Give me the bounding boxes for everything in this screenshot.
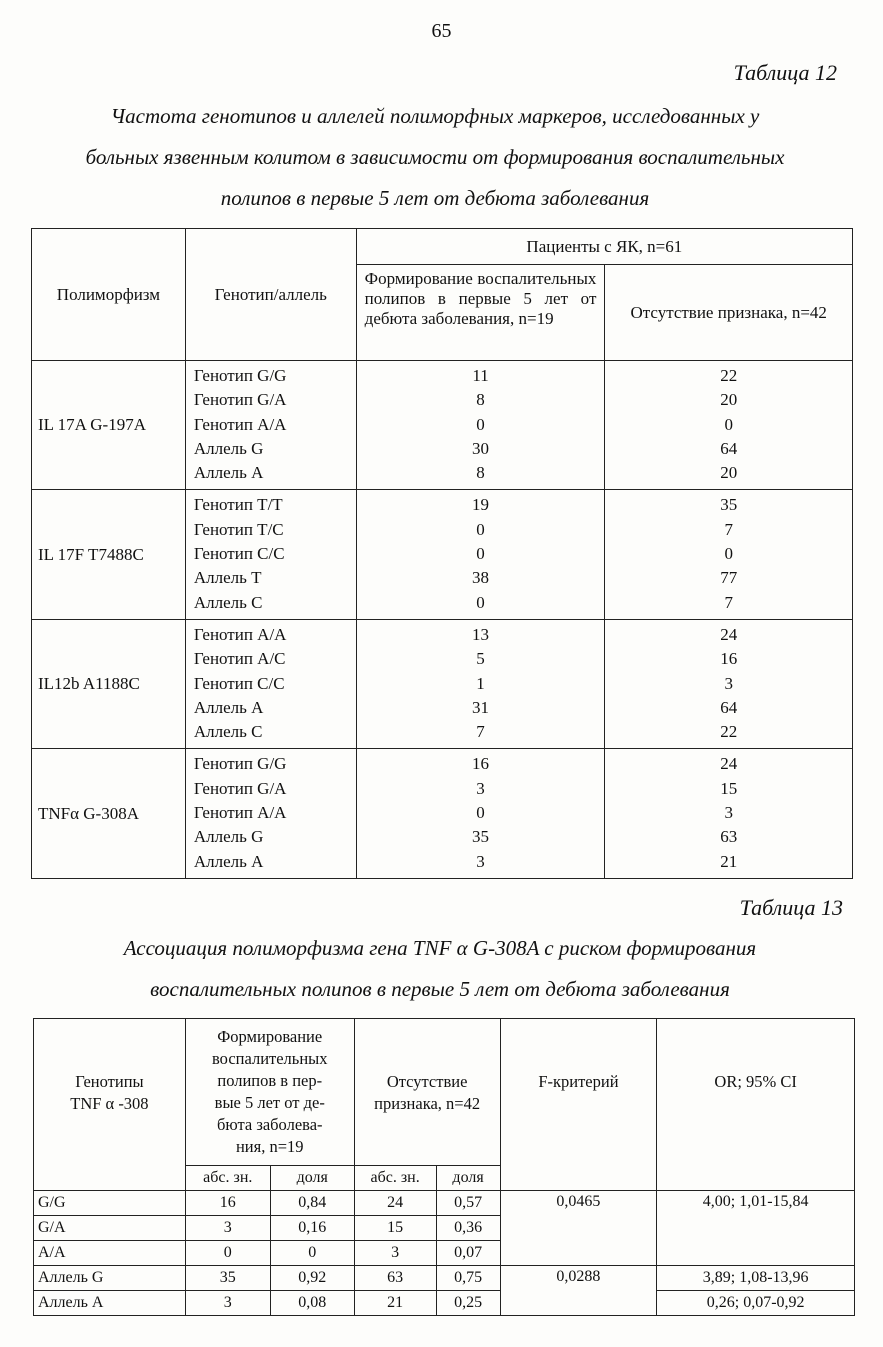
formation-value: 8 — [476, 390, 485, 410]
genotype-label: Аллель A — [193, 463, 264, 483]
subheader-share: доля — [436, 1166, 500, 1191]
absence-value: 3 — [724, 803, 733, 823]
header-formation-line: полипов в пер- — [217, 1071, 323, 1090]
absence-value: 7 — [724, 519, 733, 539]
table-row-group — [32, 490, 853, 619]
cell: 0 — [270, 1241, 354, 1266]
formation-value: 13 — [472, 624, 490, 644]
subheader-abs: абс. зн. — [354, 1166, 436, 1191]
table12 — [31, 228, 853, 879]
row-label: Аллель A — [34, 1291, 186, 1316]
table13-title — [30, 928, 850, 1010]
cell: 0,92 — [270, 1266, 354, 1291]
cell-or-allele-a: 0,26; 0,07-0,92 — [657, 1291, 855, 1316]
table12-title-line: полипов в первые 5 лет от дебюта заболевания — [220, 186, 650, 210]
table-row — [34, 1291, 855, 1316]
absence-value: 24 — [720, 624, 738, 644]
cell: 15 — [354, 1216, 436, 1241]
absence-value-column — [605, 361, 853, 490]
genotype-label: Генотип T/C — [193, 519, 284, 539]
absence-value: 7 — [724, 592, 733, 612]
absence-value: 35 — [720, 495, 738, 515]
row-label: A/A — [34, 1241, 186, 1266]
cell: 0 — [185, 1241, 270, 1266]
absence-value: 20 — [720, 390, 738, 410]
cell: 0,36 — [436, 1216, 500, 1241]
absence-value: 24 — [720, 754, 738, 774]
formation-value: 35 — [472, 827, 490, 847]
cell: 0,07 — [436, 1241, 500, 1266]
table12-title-line: Частота генотипов и аллелей полиморфных маркеров, исследованных у — [110, 104, 760, 128]
cell: 0,84 — [270, 1191, 354, 1216]
formation-value: 7 — [476, 722, 485, 742]
genotype-label: Генотип A/A — [193, 624, 287, 644]
header-patients: Пациенты с ЯК, n=61 — [356, 229, 852, 265]
genotype-label: Генотип G/G — [193, 754, 287, 774]
header-formation-line: бюта заболева- — [216, 1115, 323, 1134]
row-label: G/G — [34, 1191, 186, 1216]
cell: 0,25 — [436, 1291, 500, 1316]
header-or-ci: OR; 95% CI — [657, 1019, 855, 1191]
formation-value: 0 — [476, 519, 485, 539]
cell: 0,57 — [436, 1191, 500, 1216]
genotype-label: Аллель A — [193, 851, 264, 871]
subheader-abs: абс. зн. — [185, 1166, 270, 1191]
absence-value: 0 — [724, 544, 733, 564]
cell: 0,75 — [436, 1266, 500, 1291]
header-formation-line: Формирование — [217, 1027, 323, 1046]
absence-value: 15 — [720, 778, 738, 798]
genotype-label-column — [185, 361, 356, 490]
table12-label: Таблица 12 — [733, 60, 837, 85]
genotype-label: Генотип G/A — [193, 390, 287, 410]
subheader-share: доля — [270, 1166, 354, 1191]
formation-value: 3 — [476, 851, 485, 871]
formation-value-column — [356, 361, 605, 490]
cell: 63 — [354, 1266, 436, 1291]
genotype-label: Генотип C/C — [193, 673, 285, 693]
header-formation-line: вые 5 лет от де- — [214, 1093, 325, 1112]
cell: 24 — [354, 1191, 436, 1216]
genotype-label: Аллель C — [193, 592, 263, 612]
absence-value: 22 — [720, 722, 738, 742]
absence-value: 20 — [720, 463, 738, 483]
table12-title — [30, 96, 840, 219]
page-number: 65 — [431, 20, 452, 42]
header-genotypes-line: TNF α -308 — [70, 1094, 149, 1113]
formation-value: 1 — [476, 673, 485, 693]
cell: 3 — [354, 1241, 436, 1266]
cell-or-genotypes: 4,00; 1,01-15,84 — [657, 1191, 855, 1266]
cell: 3 — [185, 1291, 270, 1316]
formation-value: 0 — [476, 592, 485, 612]
cell-or-allele-g: 3,89; 1,08-13,96 — [657, 1266, 855, 1291]
genotype-label: Аллель T — [193, 568, 262, 588]
formation-value-column — [356, 490, 605, 619]
genotype-label: Генотип T/T — [193, 495, 283, 515]
formation-value: 19 — [472, 495, 490, 515]
genotype-label-column — [185, 749, 356, 878]
cell: 3 — [185, 1216, 270, 1241]
absence-value: 21 — [720, 851, 738, 871]
genotype-label: Аллель A — [193, 697, 264, 717]
header-genotype: Генотип/аллель — [185, 229, 356, 361]
genotype-label: Генотип C/C — [193, 544, 285, 564]
formation-value: 3 — [476, 778, 485, 798]
row-label: G/A — [34, 1216, 186, 1241]
absence-value: 64 — [720, 697, 738, 717]
absence-value-column — [605, 619, 853, 748]
genotype-label-column — [185, 490, 356, 619]
genotype-label-column — [185, 619, 356, 748]
cell: 0,16 — [270, 1216, 354, 1241]
formation-value-column — [356, 619, 605, 748]
formation-value: 11 — [472, 366, 489, 385]
header-formation-line: воспалительных — [212, 1049, 328, 1068]
formation-value: 8 — [476, 463, 485, 483]
genotype-label: Генотип G/A — [193, 778, 287, 798]
cell: 16 — [185, 1191, 270, 1216]
formation-value: 31 — [472, 697, 490, 717]
table-row-group — [32, 749, 853, 878]
cell: 0,08 — [270, 1291, 354, 1316]
header-formation — [185, 1019, 354, 1166]
absence-value: 63 — [720, 827, 738, 847]
polymorphism-name: IL 17F T7488C — [32, 490, 186, 619]
header-absence — [354, 1019, 500, 1166]
cell-f-genotypes: 0,0465 — [500, 1191, 657, 1266]
absence-value: 16 — [720, 649, 738, 669]
genotype-label: Генотип A/C — [193, 649, 286, 669]
header-genotypes-line: Генотипы — [75, 1072, 144, 1091]
row-label: Аллель G — [34, 1266, 186, 1291]
formation-value: 0 — [476, 414, 485, 434]
table-row — [34, 1266, 855, 1291]
header-formation-line: ния, n=19 — [235, 1137, 304, 1156]
genotype-label: Генотип A/A — [193, 414, 287, 434]
table-row — [34, 1191, 855, 1216]
absence-value: 64 — [720, 438, 738, 458]
table-row-group — [32, 361, 853, 490]
table12-title-line: больных язвенным колитом в зависимости от формирования воспалительных — [85, 145, 785, 169]
absence-value: 22 — [720, 366, 738, 385]
header-polymorphism: Полиморфизм — [32, 229, 186, 361]
absence-value-column — [605, 490, 853, 619]
formation-value: 5 — [476, 649, 485, 669]
absence-value-column — [605, 749, 853, 878]
genotype-label: Аллель G — [193, 438, 264, 458]
cell: 21 — [354, 1291, 436, 1316]
header-absence-line: Отсутствие — [386, 1072, 468, 1091]
header-f-criterion: F-критерий — [500, 1019, 657, 1191]
genotype-label: Генотип A/A — [193, 803, 287, 823]
header-absence-line: признака, n=42 — [374, 1094, 481, 1113]
genotype-label: Генотип G/G — [193, 366, 287, 385]
table13-title-line: воспалительных полипов в первые 5 лет от дебюта заболевания — [150, 977, 730, 1001]
formation-value-column — [356, 749, 605, 878]
polymorphism-name: TNFα G-308A — [32, 749, 186, 878]
formation-value: 0 — [476, 803, 485, 823]
header-genotypes — [34, 1019, 186, 1191]
genotype-label: Аллель C — [193, 722, 263, 742]
formation-value: 38 — [472, 568, 490, 588]
table13 — [33, 1018, 855, 1316]
formation-value: 0 — [476, 544, 485, 564]
absence-value: 77 — [720, 568, 738, 588]
formation-value: 30 — [472, 438, 490, 458]
absence-value: 0 — [724, 414, 733, 434]
header-formation: Формирование воспалительных полипов в первые 5 лет от дебюта заболевания, n=19 — [356, 265, 605, 361]
genotype-label: Аллель G — [193, 827, 264, 847]
table-row-group — [32, 619, 853, 748]
cell-f-alleles: 0,0288 — [500, 1266, 657, 1316]
cell: 35 — [185, 1266, 270, 1291]
polymorphism-name: IL 17A G-197A — [32, 361, 186, 490]
polymorphism-name: IL12b A1188C — [32, 619, 186, 748]
table13-label: Таблица 13 — [739, 895, 843, 920]
table13-title-line: Ассоциация полиморфизма гена TNF α G-308A с риском формирования — [123, 936, 757, 960]
header-absence: Отсутствие признака, n=42 — [605, 265, 853, 361]
absence-value: 3 — [724, 673, 733, 693]
formation-value: 16 — [472, 754, 490, 774]
